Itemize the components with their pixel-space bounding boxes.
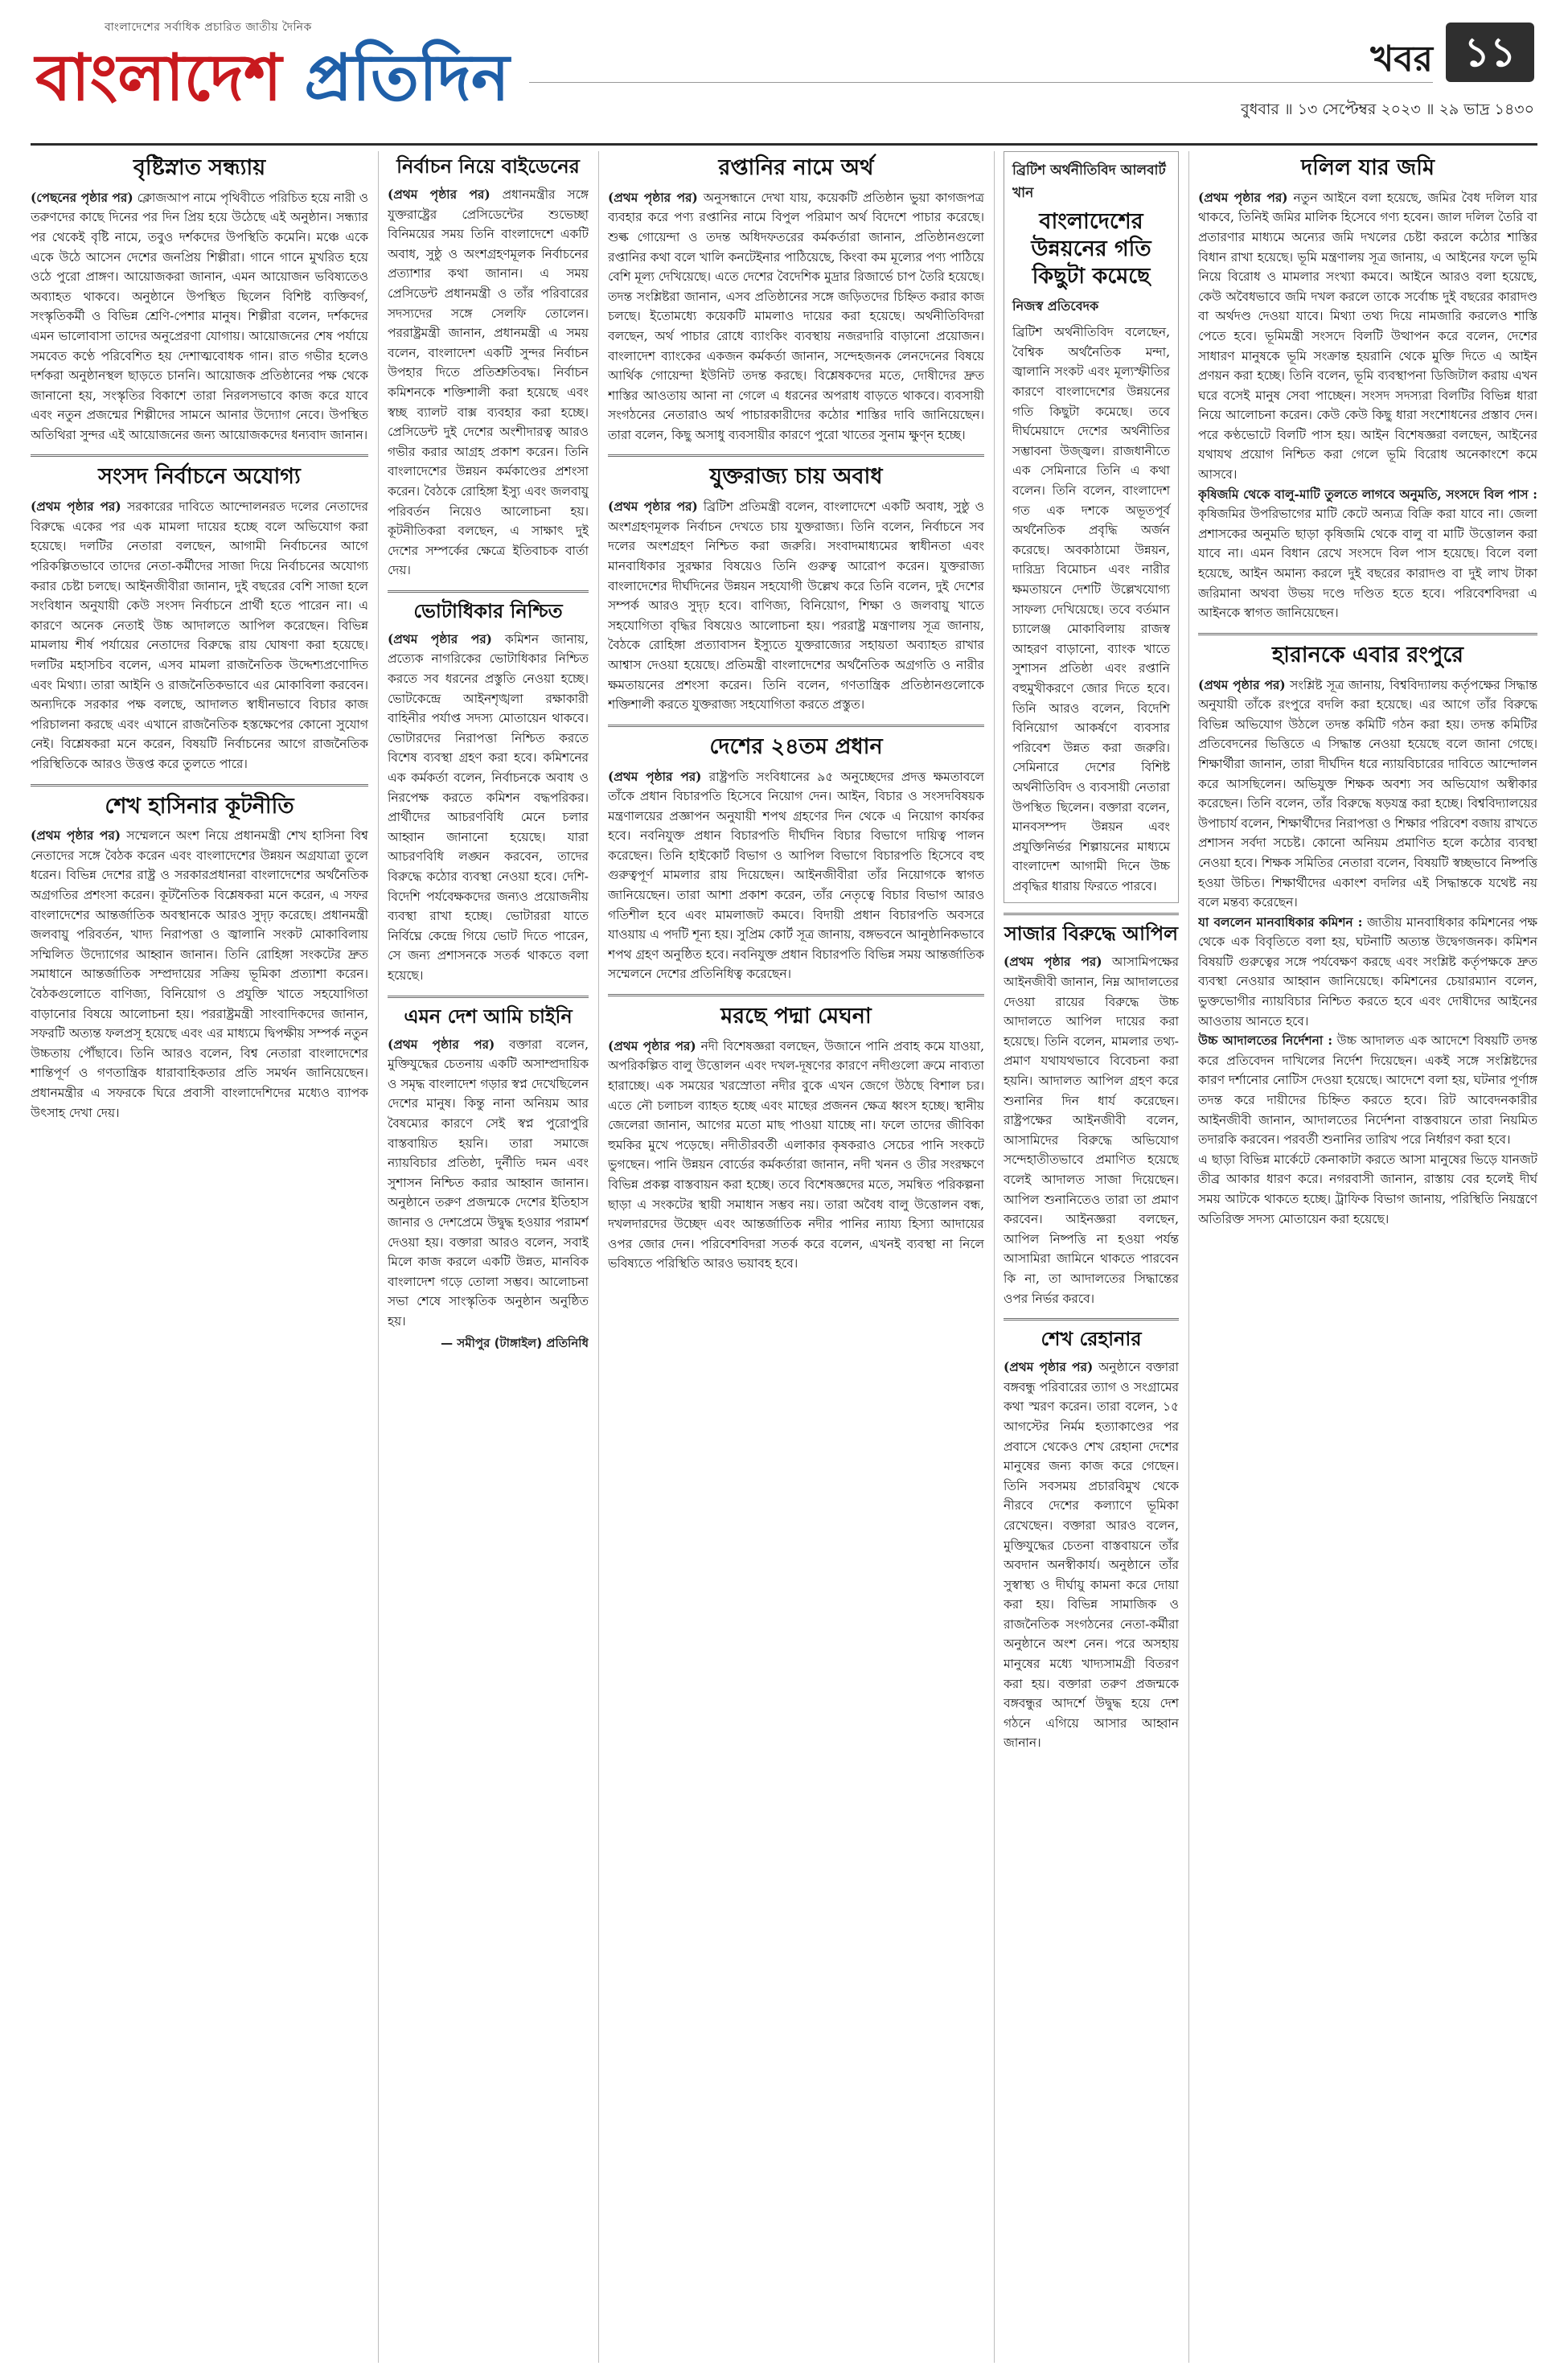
story-text: বক্তারা বলেন, মুক্তিযুদ্ধের চেতনায় একটি অসাম্প্রদায়িক ও সমৃদ্ধ বাংলাদেশ গড়ার স্বপ্ন দেখেছিলেন দেশের মানুষ। কিন্তু নানা অনিয়ম আর বৈষম্যের কারণে সেই স্বপ্ন পুরোপুরি বাস্তবায়িত হয়নি। তারা সমাজে ন্যায়বিচার প্রতিষ্ঠা, দুর্নীতি দমন এবং সুশাসন নিশ্চিত করার আহ্বান জানান। অনুষ্ঠানে তরুণ প্রজন্মকে দেশের ইতিহাস জানার ও দেশপ্রেমে উদ্বুদ্ধ হওয়ার পরামর্শ দেওয়া হয়। বক্তারা আরও বলেন, সবাই মিলে কাজ করলে একটি উন্নত, মানবিক বাংলাদেশ গড়ে তোলা সম্ভব। আলোচনা সভা শেষে সাংস্কৃতিক অনুষ্ঠান অনুষ্ঠিত হয়। [388,1037,589,1329]
story-text: ব্রিটিশ প্রতিমন্ত্রী বলেন, বাংলাদেশে একটি অবাধ, সুষ্ঠু ও অংশগ্রহণমূলক নির্বাচন দেখতে চায় যুক্তরাজ্য। তিনি বলেন, নির্বাচনে সব দলের অংশগ্রহণ নিশ্চিত করা জরুরি। সংবাদমাধ্যমের স্বাধীনতা এবং মানবাধিকার সুরক্ষার বিষয়েও তিনি গুরুত্ব আরোপ করেন। যুক্তরাজ্য বাংলাদেশের দীর্ঘদিনের উন্নয়ন সহযোগী উল্লেখ করে তিনি বলেন, দুই দেশের সম্পর্ক আরও সুদৃঢ় হবে। বাণিজ্য, বিনিয়োগ, শিক্ষা ও জলবায়ু খাতে সহযোগিতা বৃদ্ধির বিষয়েও আলোচনা হয়। পররাষ্ট্র মন্ত্রণালয় সূত্র জানায়, বৈঠকে রোহিঙ্গা প্রত্যাবাসন ইস্যুতে যুক্তরাজ্যের সহায়তা অব্যাহত রাখার আশ্বাস দেওয়া হয়েছে। প্রতিমন্ত্রী বাংলাদেশের অর্থনৈতিক অগ্রগতি ও নারীর ক্ষমতায়নের প্রশংসা করেন। তিনি বলেন, গণতান্ত্রিক প্রতিষ্ঠানগুলোকে শক্তিশালী করতে যুক্তরাজ্য সহযোগিতা করতে প্রস্তুত। [608,499,984,713]
story-text: অনুসন্ধানে দেখা যায়, কয়েকটি প্রতিষ্ঠান ভুয়া কাগজপত্র ব্যবহার করে পণ্য রপ্তানির নামে বিপুল পরিমাণ অর্থ বিদেশে পাচার করেছে। শুল্ক গোয়েন্দা ও তদন্ত অধিদফতরের কর্মকর্তারা জানান, প্রতিষ্ঠানগুলো রপ্তানির কথা বলে খালি কনটেইনার পাঠিয়েছে, কিংবা কম মূল্যের পণ্য পাঠিয়ে বেশি মূল্য দেখিয়েছে। এতে দেশের বৈদেশিক মুদ্রার রিজার্ভে চাপ তৈরি হয়েছে। তদন্ত সংশ্লিষ্টরা জানান, এসব প্রতিষ্ঠানের সঙ্গে জড়িতদের চিহ্নিত করার কাজ চলছে। ইতোমধ্যে কয়েকটি মামলাও দায়ের করা হয়েছে। অর্থনীতিবিদরা বলছেন, অর্থ পাচার রোধে ব্যাংকিং ব্যবস্থায় নজরদারি বাড়ানো প্রয়োজন। বাংলাদেশ ব্যাংকের একজন কর্মকর্তা জানান, সন্দেহজনক লেনদেনের বিষয়ে আর্থিক গোয়েন্দা ইউনিট তদন্ত করছে। বিশ্লেষকদের মতে, দোষীদের দ্রুত শাস্তির আওতায় আনা না গেলে এ ধরনের অপরাধ বাড়তে থাকবে। ব্যবসায়ী সংগঠনের নেতারাও অর্থ পাচারকারীদের কঠোর শাস্তির দাবি জানিয়েছেন। তারা বলেন, কিছু অসাধু ব্যবসায়ীর কারণে পুরো খাতের সুনাম ক্ষুণ্ন হচ্ছে। [608,190,984,442]
headline: বৃষ্টিস্নাত সন্ধ্যায় [133,155,266,180]
divider [31,784,368,787]
story-raptani [608,154,984,445]
story-sheikh-rehana [1004,1327,1179,1753]
continued-label: (প্রথম পৃষ্ঠার পর) [608,1038,696,1054]
headline: দলিল যার জমি [1300,155,1435,180]
story-body [608,497,984,715]
divider [1004,1318,1179,1320]
divider [1198,633,1537,635]
story-text: সম্মেলনে অংশ নিয়ে প্রধানমন্ত্রী শেখ হাসিনা বিশ্ব নেতাদের সঙ্গে বৈঠক করেন এবং বাংলাদেশের উন্নয়ন অগ্রযাত্রা তুলে ধরেন। বিভিন্ন দেশের রাষ্ট্র ও সরকারপ্রধানরা বাংলাদেশের অর্থনৈতিক অগ্রগতির প্রশংসা করেন। কূটনৈতিক বিশ্লেষকরা মনে করেন, এ সফর বাংলাদেশের আন্তর্জাতিক অবস্থানকে আরও সুদৃঢ় করেছে। প্রধানমন্ত্রী জলবায়ু পরিবর্তন, খাদ্য নিরাপত্তা ও জ্বালানি সংকট মোকাবিলায় সম্মিলিত উদ্যোগের আহ্বান জানান। তিনি রোহিঙ্গা সংকটের দ্রুত সমাধানে আন্তর্জাতিক সম্প্রদায়ের সক্রিয় ভূমিকা প্রত্যাশা করেন। বৈঠকগুলোতে বাণিজ্য, বিনিয়োগ ও প্রযুক্তি খাতে সহযোগিতা বাড়ানোর বিষয়ে আলোচনা হয়। পররাষ্ট্রমন্ত্রী সাংবাদিকদের জানান, সফরটি অত্যন্ত ফলপ্রসূ হয়েছে এবং এর মাধ্যমে দ্বিপক্ষীয় সম্পর্ক নতুন উচ্চতায় পৌঁছাবে। তিনি আরও বলেন, বিশ্ব নেতারা বাংলাদেশের শান্তিপূর্ণ ও গণতান্ত্রিক ধারাবাহিকতার প্রতি সমর্থন জানিয়েছেন। প্রধানমন্ত্রীর এ সফরকে ঘিরে প্রবাসী বাংলাদেশিদের মধ্যেও ব্যাপক উৎসাহ দেখা দেয়। [31,828,368,1120]
column-4 [1004,151,1179,2363]
divider [608,994,984,996]
sub-section-manabadhikar [1198,913,1537,1032]
story-haranke [1198,642,1537,1229]
story-jutsol [388,599,589,986]
story-body [1198,188,1537,485]
column-divider [1188,151,1189,2363]
column-divider [598,151,599,2363]
newspaper-logo [35,18,510,130]
continued-label: (প্রথম পৃষ্ঠার পর) [388,1037,495,1052]
masthead [31,11,1537,146]
masthead-rule [529,82,1433,83]
kicker: ব্রিটিশ অর্থনীতিবিদ আলবার্ট খান [1012,162,1166,201]
sub-section-label: কৃষিজমি থেকে বালু-মাটি তুলতে লাগবে অনুমতি, সংসদে বিল পাস : [1198,487,1537,502]
continued-label: (প্রথম পৃষ্ঠার পর) [388,187,491,202]
headline: নির্বাচন নিয়ে বাইডেনের [396,154,580,178]
column-divider [378,151,379,2363]
byline: নিজস্ব প্রতিবেদক [1012,298,1099,314]
story-brishtisnato [31,154,368,445]
continued-label: (প্রথম পৃষ্ঠার পর) [1198,677,1286,692]
column-3 [608,151,984,2363]
continued-label: (প্রথম পৃষ্ঠার পর) [31,828,121,844]
story-text: কৃষিজমির উপরিভাগের মাটি কেটে অন্যত্র বিক্রি করা যাবে না। জেলা প্রশাসকের অনুমতি ছাড়া কৃষিজমি থেকে বালু বা মাটি উত্তোলন করা যাবে না। এমন বিধান রেখে সংসদে বিল পাস হয়েছে। বিলে বলা হয়েছে, আইন অমান্য করলে দুই বছরের কারাদণ্ড বা দুই লাখ টাকা জরিমানা অথবা উভয় দণ্ডে দণ্ডিত হতে হবে। পরিবেশবিদরা এ আইনকে স্বাগত জানিয়েছেন। [1198,507,1537,621]
sub-section-label: উচ্চ আদালতের নির্দেশনা : [1198,1033,1332,1049]
story-body [388,185,589,581]
story-body [1004,952,1179,1308]
story-text: রাষ্ট্রপতি সংবিধানের ৯৫ অনুচ্ছেদের প্রদত্ত ক্ষমতাবলে তাঁকে প্রধান বিচারপতি হিসেবে নিয়োগ দেন। আইন, বিচার ও সংসদবিষয়ক মন্ত্রণালয়ের প্রজ্ঞাপন অনুযায়ী শপথ গ্রহণের দিন থেকে এ নিয়োগ কার্যকর হবে। নবনিযুক্ত প্রধান বিচারপতি দীর্ঘদিন বিচার বিভাগে দায়িত্ব পালন করেছেন। তিনি হাইকোর্ট বিভাগ ও আপিল বিভাগে বিচারপতি হিসেবে বহু গুরুত্বপূর্ণ মামলার রায় দিয়েছেন। আইনজীবীরা তাঁর নিয়োগকে স্বাগত জানিয়েছেন। তারা আশা প্রকাশ করেন, তাঁর নেতৃত্বে বিচার বিভাগ আরও গতিশীল হবে এবং মামলাজট কমবে। বিদায়ী প্রধান বিচারপতি অবসরে যাওয়ায় এ পদটি শূন্য হয়। সুপ্রিম কোর্ট সূত্র জানায়, বঙ্গভবনে আনুষ্ঠানিকভাবে শপথ গ্রহণ অনুষ্ঠিত হবে। নবনিযুক্ত প্রধান বিচারপতি বিভিন্ন সময় আন্তর্জাতিক সম্মেলনে দেশের প্রতিনিধিত্ব করেছেন। [608,769,984,982]
story-dalil [1198,154,1537,623]
divider [1004,913,1179,915]
headline: দেশের ২৪তম প্রধান [709,733,883,759]
continued-label: (প্রথম পৃষ্ঠার পর) [31,499,121,515]
continued-label: (প্রথম পৃষ্ঠার পর) [608,499,698,515]
continued-label: (পেছনের পৃষ্ঠার পর) [31,190,133,205]
headline: বাংলাদেশের উন্নয়নের গতি কিছুটা কমেছে [1031,209,1151,289]
divider [388,590,589,593]
continued-label: (প্রথম পৃষ্ঠার পর) [1004,1360,1094,1375]
section-name: খবর [1370,39,1433,80]
story-body [31,826,368,1123]
continued-label: (প্রথম পৃষ্ঠার পর) [608,190,698,205]
headline: রপ্তানির নামে অর্থ [718,155,874,180]
story-body [1004,1357,1179,1753]
story-text: প্রধানমন্ত্রীর সঙ্গে যুক্তরাষ্ট্রের প্রেসিডেন্টের শুভেচ্ছা বিনিময়ের সময় তিনি বাংলাদেশে একটি অবাধ, সুষ্ঠু ও অংশগ্রহণমূলক নির্বাচনের প্রত্যাশার কথা জানান। এ সময় প্রেসিডেন্ট প্রধানমন্ত্রী ও তাঁর পরিবারের সদস্যদের সঙ্গে সেলফি তোলেন। পররাষ্ট্রমন্ত্রী জানান, প্রধানমন্ত্রী এ সময় বলেন, বাংলাদেশ একটি সুন্দর নির্বাচন উপহার দিতে প্রতিশ্রুতিবদ্ধ। নির্বাচন কমিশনকে শক্তিশালী করা হয়েছে এবং স্বচ্ছ ব্যালট বাক্স ব্যবহার করা হচ্ছে। প্রেসিডেন্ট দুই দেশের অংশীদারত্ব আরও গভীর করার আগ্রহ প্রকাশ করেন। তিনি বাংলাদেশের উন্নয়ন কর্মকাণ্ডের প্রশংসা করেন। বৈঠকে রোহিঙ্গা ইস্যু এবং জলবায়ু পরিবর্তন নিয়েও আলোচনা হয়। কূটনীতিকরা বলছেন, এ সাক্ষাৎ দুই দেশের সম্পর্কের ক্ষেত্রে ইতিবাচক বার্তা দেয়। [388,187,589,578]
story-pradhan-bichharpati [608,733,984,984]
story-text: উচ্চ আদালত এক আদেশে বিষয়টি তদন্ত করে প্রতিবেদন দাখিলের নির্দেশ দিয়েছেন। একই সঙ্গে সংশ্লিষ্টদের কারণ দর্শানোর নোটিস দেওয়া হয়েছে। আদেশে বলা হয়, ঘটনার পূর্ণাঙ্গ তদন্ত করে দায়ীদের চিহ্নিত করতে হবে। রিট আবেদনকারীর আইনজীবী জানান, আদালতের নির্দেশনা বাস্তবায়নে তারা নিয়মিত তদারকি করবেন। পরবর্তী শুনানির তারিখ পরে নির্ধারণ করা হবে। [1198,1033,1537,1148]
story-text: সরকারের দাবিতে আন্দোলনরত দলের নেতাদের বিরুদ্ধে একের পর এক মামলা দায়ের হচ্ছে বলে অভিযোগ করা হয়েছে। দলটির নেতারা বলছেন, আগামী নির্বাচনের আগে পরিকল্পিতভাবে তাদের নেতা-কর্মীদের সাজা দিয়ে নির্বাচনের অযোগ্য করার চেষ্টা চলছে। আইনজীবীরা জানান, দুই বছরের বেশি সাজা হলে সংবিধান অনুযায়ী কেউ সংসদ নির্বাচনে প্রার্থী হতে পারেন না। এ কারণে অনেক নেতাই উচ্চ আদালতে আপিল করেছেন। বিভিন্ন মামলায় শীর্ষ পর্যায়ের নেতাদের বিরুদ্ধে রায় ঘোষণা করা হয়েছে। দলটির মহাসচিব বলেন, এসব মামলা রাজনৈতিক উদ্দেশ্যপ্রণোদিত এবং মিথ্যা। তারা আইনি ও রাজনৈতিকভাবে এর মোকাবিলা করবেন। অন্যদিকে সরকার পক্ষ বলছে, আদালত স্বাধীনভাবে বিচার কাজ পরিচালনা করছে এবং এখানে রাজনৈতিক হস্তক্ষেপের কোনো সুযোগ নেই। বিশ্লেষকরা মনে করেন, বিষয়টি নির্বাচনের আগে রাজনৈতিক পরিস্থিতিকে আরও উত্তপ্ত করে তুলতে পারে। [31,499,368,771]
story-body [31,497,368,774]
story-unnayan [1004,151,1179,903]
sub-section-balu-mati [1198,485,1537,623]
continued-label: (প্রথম পৃষ্ঠার পর) [608,769,702,784]
story-text: অনুষ্ঠানে বক্তারা বঙ্গবন্ধু পরিবারের ত্যাগ ও সংগ্রামের কথা স্মরণ করেন। তারা বলেন, ১৫ আগস্টের নির্মম হত্যাকাণ্ডের পর প্রবাসে থেকেও শেখ রেহানা দেশের মানুষের জন্য কাজ করে গেছেন। তিনি সবসময় প্রচারবিমুখ থেকে নীরবে দেশের কল্যাণে ভূমিকা রেখেছেন। বক্তারা আরও বলেন, মুক্তিযুদ্ধের চেতনা বাস্তবায়নে তাঁর অবদান অনস্বীকার্য। অনুষ্ঠানে তাঁর সুস্বাস্থ্য ও দীর্ঘায়ু কামনা করে দোয়া করা হয়। বিভিন্ন সামাজিক ও রাজনৈতিক সংগঠনের নেতা-কর্মীরা অনুষ্ঠানে অংশ নেন। পরে অসহায় মানুষের মধ্যে খাদ্যসামগ্রী বিতরণ করা হয়। বক্তারা তরুণ প্রজন্মকে বঙ্গবন্ধুর আদর্শে উদ্বুদ্ধ হয়ে দেশ গঠনে এগিয়ে আসার আহ্বান জানান। [1004,1360,1179,1751]
continued-label: (প্রথম পৃষ্ঠার পর) [1004,955,1102,970]
headline: সাজার বিরুদ্ধে আপিল [1004,922,1179,946]
logo-wordmark [35,37,510,117]
headline: মরছে পদ্মা মেঘনা [720,1004,872,1029]
sub-section-label: যা বললেন মানবাধিকার কমিশন : [1198,914,1363,930]
headline: শেখ রেহানার [1041,1327,1142,1351]
divider [608,725,984,727]
headline: সংসদ নির্বাচনে অযোগ্য [98,464,301,490]
column-5 [1198,151,1537,2363]
story-body [608,767,984,985]
logo-part-2: প্রতিদিন [304,39,510,115]
headline: ভোটাধিকার নিশ্চিত [413,598,563,622]
story-sheikh-hasina [31,793,368,1123]
dateline: বুধবার ॥ ১৩ সেপ্টেম্বর ২০২৩ ॥ ২৯ ভাদ্র ১৪৩০ [1241,101,1534,118]
story-body-extra: এ ছাড়া বিভিন্ন মার্কেটে কেনাকাটা করতে আসা মানুষের ভিড়ে যানজট তীব্র আকার ধারণ করে। নগরবাসী জানান, রাস্তায় বের হলেই দীর্ঘ সময় আটকে থাকতে হচ্ছে। ট্রাফিক বিভাগ জানায়, পরিস্থিতি নিয়ন্ত্রণে অতিরিক্ত সদস্য মোতায়েন করা হয়েছে। [1198,1152,1537,1226]
story-text: আসামিপক্ষের আইনজীবী জানান, নিম্ন আদালতের দেওয়া রায়ের বিরুদ্ধে উচ্চ আদালতে আপিল দায়ের করা হয়েছে। তিনি বলেন, মামলার তথ্য-প্রমাণ যথাযথভাবে বিবেচনা করা হয়নি। আদালত আপিল গ্রহণ করে শুনানির দিন ধার্য করেছেন। রাষ্ট্রপক্ষের আইনজীবী বলেন, আসামিদের বিরুদ্ধে অভিযোগ সন্দেহাতীতভাবে প্রমাণিত হয়েছে বলেই আদালত সাজা দিয়েছেন। আপিল শুনানিতেও তারা তা প্রমাণ করবেন। আইনজ্ঞরা বলছেন, আপিল নিষ্পত্তি না হওয়া পর্যন্ত আসামিরা জামিনে থাকতে পারবেন কি না, তা আদালতের সিদ্ধান্তের ওপর নির্ভর করবে। [1004,955,1179,1306]
story-sangsad [31,463,368,774]
headline: হারানকে এবার রংপুরে [1271,642,1464,667]
divider [608,454,984,457]
column-2 [388,151,589,2363]
logo-tagline: বাংলাদেশের সর্বাধিক প্রচারিত জাতীয় দৈনিক [105,21,312,34]
story-text: সংশ্লিষ্ট সূত্র জানায়, বিশ্ববিদ্যালয় কর্তৃপক্ষের সিদ্ধান্ত অনুযায়ী তাঁকে রংপুরে বদলি করা হয়েছে। এর আগে তাঁর বিরুদ্ধে বিভিন্ন অভিযোগ উঠলে তদন্ত কমিটি গঠন করা হয়। তদন্ত কমিটির প্রতিবেদনের ভিত্তিতে এ সিদ্ধান্ত নেওয়া হয়েছে বলে জানা গেছে। শিক্ষার্থীরা জানান, তারা দীর্ঘদিন ধরে ন্যায়বিচারের দাবিতে আন্দোলন করে আসছিলেন। অভিযুক্ত শিক্ষক অবশ্য সব অভিযোগ অস্বীকার করেছেন। তিনি বলেন, তাঁর বিরুদ্ধে ষড়যন্ত্র করা হচ্ছে। বিশ্ববিদ্যালয়ের উপাচার্য বলেন, শিক্ষার্থীদের নিরাপত্তা ও শিক্ষার পরিবেশ বজায় রাখতে প্রশাসন সর্বদা সচেষ্ট। কোনো অনিয়ম প্রমাণিত হলে কঠোর ব্যবস্থা নেওয়া হবে। শিক্ষক সমিতির নেতারা বলেন, বিষয়টি স্বচ্ছভাবে নিষ্পত্তি হওয়া উচিত। শিক্ষার্থীদের একাংশ বদলির এই সিদ্ধান্তকে যথেষ্ট নয় বলে মন্তব্য করেছেন। [1198,677,1537,910]
divider [388,996,589,998]
divider [31,454,368,457]
story-juktorajyo [608,463,984,714]
column-1 [31,151,368,2363]
continued-label: (প্রথম পৃষ্ঠার পর) [1198,190,1288,205]
article-columns [31,151,1537,2363]
story-amon-desh [388,1004,589,1355]
story-body: ব্রিটিশ অর্থনীতিবিদ বলেছেন, বৈশ্বিক অর্থনৈতিক মন্দা, জ্বালানি সংকট এবং মূল্যস্ফীতির কারণে বাংলাদেশের উন্নয়নের গতি কিছুটা কমেছে। তবে দীর্ঘমেয়াদে দেশের অর্থনীতির সম্ভাবনা উজ্জ্বল। রাজধানীতে এক সেমিনারে তিনি এ কথা বলেন। তিনি বলেন, বাংলাদেশ গত এক দশকে অভূতপূর্ব অর্থনৈতিক প্রবৃদ্ধি অর্জন করেছে। অবকাঠামো উন্নয়ন, দারিদ্র্য বিমোচন এবং নারীর ক্ষমতায়নে দেশটি উল্লেখযোগ্য সাফল্য দেখিয়েছে। তবে বর্তমান চ্যালেঞ্জ মোকাবিলায় রাজস্ব আহরণ বাড়ানো, ব্যাংক খাতে সুশাসন প্রতিষ্ঠা এবং রপ্তানি বহুমুখীকরণে জোর দিতে হবে। তিনি আরও বলেন, বিদেশি বিনিয়োগ আকর্ষণে ব্যবসার পরিবেশ উন্নত করা জরুরি। সেমিনারে দেশের বিশিষ্ট অর্থনীতিবিদ ও ব্যবসায়ী নেতারা উপস্থিত ছিলেন। বক্তারা বলেন, মানবসম্পদ উন্নয়ন এবং প্রযুক্তিনির্ভর শিল্পায়নের মাধ্যমে বাংলাদেশ আগামী দিনে উচ্চ প্রবৃদ্ধির ধারায় ফিরতে পারবে। [1012,325,1170,893]
logo-part-1: বাংলাদেশ [35,39,282,115]
continued-label: (প্রথম পৃষ্ঠার পর) [388,631,492,647]
story-body [31,188,368,446]
correspondent-credit: — সমীপুর (টাঙ্গাইল) প্রতিনিধি [441,1336,589,1351]
headline: এমন দেশ আমি চাইনি [404,1004,573,1028]
story-body [388,630,589,986]
story-body [388,1035,589,1332]
headline: যুক্তরাজ্য চায় অবাধ [709,464,883,490]
headline: শেখ হাসিনার কূটনীতি [105,793,294,819]
story-padma-meghna [608,1003,984,1274]
story-text: কমিশন জানায়, প্রত্যেক নাগরিকের ভোটাধিকার নিশ্চিত করতে সব ধরনের প্রস্তুতি নেওয়া হচ্ছে। ভোটকেন্দ্রে আইনশৃঙ্খলা রক্ষাকারী বাহিনীর পর্যাপ্ত সদস্য মোতায়েন থাকবে। ভোটারদের নিরাপত্তা নিশ্চিত করতে বিশেষ ব্যবস্থা গ্রহণ করা হবে। কমিশনের এক কর্মকর্তা বলেন, নির্বাচনকে অবাধ ও নিরপেক্ষ করতে কমিশন বদ্ধপরিকর। প্রার্থীদের আচরণবিধি মেনে চলার আহ্বান জানানো হয়েছে। যারা আচরণবিধি লঙ্ঘন করবেন, তাদের বিরুদ্ধে কঠোর ব্যবস্থা নেওয়া হবে। দেশি-বিদেশি পর্যবেক্ষকদের জন্যও প্রয়োজনীয় ব্যবস্থা রাখা হচ্ছে। ভোটাররা যাতে নির্বিঘ্নে কেন্দ্রে গিয়ে ভোট দিতে পারেন, সে জন্য প্রশাসনকে সতর্ক থাকতে বলা হয়েছে। [388,631,589,983]
story-text: নতুন আইনে বলা হয়েছে, জমির বৈধ দলিল যার থাকবে, তিনিই জমির মালিক হিসেবে গণ্য হবেন। জাল দলিল তৈরি বা প্রতারণার মাধ্যমে অন্যের জমি দখলের চেষ্টা করলে কঠোর শাস্তির বিধান রাখা হয়েছে। ভূমি মন্ত্রণালয় সূত্র জানায়, এ আইনের ফলে ভূমি নিয়ে বিরোধ ও মামলার সংখ্যা কমবে। আইনে আরও বলা হয়েছে, কেউ অবৈধভাবে জমি দখল করলে তাকে সর্বোচ্চ দুই বছরের কারাদণ্ড বা অর্থদণ্ড দেওয়া যাবে। মিথ্যা তথ্য দিয়ে নামজারি করলেও শাস্তি পেতে হবে। ভূমিমন্ত্রী সংসদে বিলটি উত্থাপন করে বলেন, দেশের সাধারণ মানুষকে ভূমি সংক্রান্ত হয়রানি থেকে মুক্তি দিতে এ আইন প্রণয়ন করা হচ্ছে। তিনি বলেন, ভূমি ব্যবস্থাপনা ডিজিটাল করায় এখন ঘরে বসেই মানুষ সেবা পাচ্ছেন। সংসদ সদস্যরা বিলটির বিভিন্ন ধারা নিয়ে আলোচনা করেন। কেউ কেউ কিছু ধারা সংশোধনের প্রস্তাব দেন। পরে কণ্ঠভোটে বিলটি পাস হয়। আইন বিশেষজ্ঞরা বলছেন, আইনের যথাযথ প্রয়োগ নিশ্চিত করা গেলে ভূমি বিরোধ অনেকাংশে কমে আসবে। [1198,190,1537,483]
story-body [1198,676,1537,913]
story-text: ক্লোজআপ নামে পৃথিবীতে পরিচিত হয়ে নারী ও তরুণদের কাছে দিনের পর দিন প্রিয় হয়ে উঠেছে এই অনুষ্ঠান। সন্ধ্যার পর থেকেই বৃষ্টি নামে, তবুও দর্শকদের উপস্থিতি কমেনি। মঞ্চে একে একে উঠে আসেন দেশের জনপ্রিয় শিল্পীরা। গানে গানে মুখরিত হয়ে ওঠে পুরো প্রাঙ্গণ। আয়োজকরা জানান, এমন আয়োজন ভবিষ্যতেও অব্যাহত থাকবে। অনুষ্ঠানে উপস্থিত ছিলেন বিশিষ্ট ব্যক্তিবর্গ, সংস্কৃতিকর্মী ও বিভিন্ন শ্রেণি-পেশার মানুষ। শিল্পীরা বলেন, দর্শকদের এমন ভালোবাসা তাদের অনুপ্রেরণা যোগায়। আয়োজনের শেষ পর্যায়ে সমবেত কণ্ঠে পরিবেশিত হয় দেশাত্মবোধক গান। রাত গভীর হলেও দর্শকরা অনুষ্ঠানস্থল ছাড়তে চাননি। আয়োজক প্রতিষ্ঠানের পক্ষ থেকে জানানো হয়, সংস্কৃতির বিকাশে তারা নিরলসভাবে কাজ করে যাবে এবং নতুন প্রজন্মের শিল্পীদের সামনে আনার উদ্যোগ নেবে। উপস্থিত অতিথিরা সুন্দর এই আয়োজনের জন্য আয়োজকদের ধন্যবাদ জানান। [31,190,368,442]
sub-section-uchcha-adalot [1198,1031,1537,1150]
page-number-badge: ১১ [1446,23,1534,82]
story-text: জাতীয় মানবাধিকার কমিশনের পক্ষ থেকে এক বিবৃতিতে বলা হয়, ঘটনাটি অত্যন্ত উদ্বেগজনক। কমিশন বিষয়টি গুরুত্বের সঙ্গে পর্যবেক্ষণ করছে এবং সংশ্লিষ্ট কর্তৃপক্ষকে দ্রুত ব্যবস্থা নেওয়ার আহ্বান জানিয়েছে। কমিশনের চেয়ারম্যান বলেন, ভুক্তভোগীর ন্যায়বিচার নিশ্চিত করতে হবে এবং দোষীদের আইনের আওতায় আনতে হবে। [1198,914,1537,1029]
column-divider [994,151,995,2363]
story-saja-apil [1004,922,1179,1308]
story-text: নদী বিশেষজ্ঞরা বলছেন, উজানে পানি প্রবাহ কমে যাওয়া, অপরিকল্পিত বালু উত্তোলন এবং দখল-দূষণের কারণে নদীগুলো ক্রমে নাব্যতা হারাচ্ছে। এক সময়ের খরস্রোতা নদীর বুকে এখন জেগে উঠছে বিশাল চর। এতে নৌ চলাচল ব্যাহত হচ্ছে এবং মাছের প্রজনন ক্ষেত্র ধ্বংস হচ্ছে। স্থানীয় জেলেরা জানান, আগের মতো মাছ পাওয়া যাচ্ছে না। ফলে তাদের জীবিকা হুমকির মুখে পড়েছে। নদীতীরবর্তী এলাকার কৃষকরাও সেচের পানি সংকটে ভুগছেন। পানি উন্নয়ন বোর্ডের কর্মকর্তারা জানান, নদী খনন ও তীর সংরক্ষণে বিভিন্ন প্রকল্প বাস্তবায়ন করা হচ্ছে। তবে বিশেষজ্ঞদের মতে, সমন্বিত পরিকল্পনা ছাড়া এ সংকটের স্থায়ী সমাধান সম্ভব নয়। তারা অবৈধ বালু উত্তোলন বন্ধ, দখলদারদের উচ্ছেদ এবং আন্তর্জাতিক নদীর পানির ন্যায্য হিস্যা আদায়ের ওপর জোর দেন। পরিবেশবিদরা সতর্ক করে বলেন, এখনই ব্যবস্থা না নিলে ভবিষ্যতে পরিস্থিতি আরও ভয়াবহ হবে। [608,1038,984,1271]
story-biden [388,154,589,581]
story-body [608,188,984,446]
story-body [608,1037,984,1274]
